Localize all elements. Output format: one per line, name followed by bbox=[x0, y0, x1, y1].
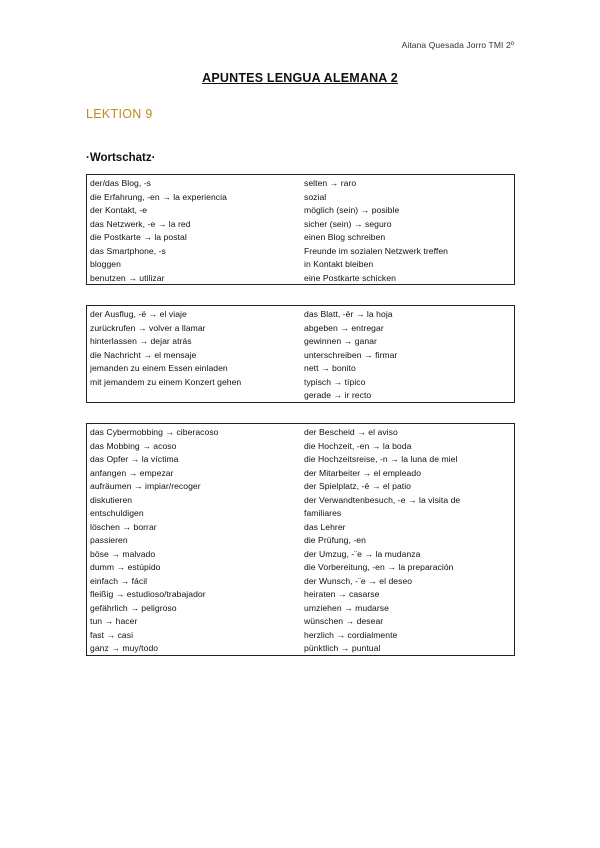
vocab-entry: möglich (sein) → posible bbox=[304, 205, 400, 215]
vocab-entry: eine Postkarte schicken bbox=[304, 272, 396, 283]
vocab-entry: einen Blog schreiben bbox=[304, 232, 386, 242]
vocab-entry: sicher (sein) → seguro bbox=[304, 218, 392, 229]
vocab-entry: der Bescheid → el aviso bbox=[304, 427, 398, 437]
vocab-entry: selten → raro bbox=[304, 178, 357, 188]
vocab-entry: dumm → estúpido bbox=[90, 562, 161, 572]
vocab-column-right bbox=[300, 426, 514, 653]
vocab-entry: unterschreiben → firmar bbox=[304, 349, 398, 360]
vocab-entry: hinterlassen → dejar atrás bbox=[90, 336, 192, 346]
vocab-entry: tun → hacer bbox=[90, 616, 138, 626]
vocab-entry: die Erfahrung, -en → la experiencia bbox=[90, 191, 227, 202]
vocab-entry: jemanden zu einem Essen einladen bbox=[90, 363, 228, 373]
vocab-entry: mit jemandem zu einem Konzert gehen bbox=[90, 376, 242, 387]
header-author: Aitana Quesada Jorro TMI 2º bbox=[401, 40, 514, 50]
vocab-entry: heiraten → casarse bbox=[304, 589, 380, 599]
vocab-entry: der Umzug, -¨e → la mudanza bbox=[304, 548, 421, 559]
vocab-entry: das Lehrer bbox=[304, 521, 346, 532]
vocab-entry: in Kontakt bleiben bbox=[304, 259, 374, 269]
vocab-entry: das Netzwerk, -e → la red bbox=[90, 218, 191, 229]
vocab-entry: gerade → ir recto bbox=[304, 390, 372, 400]
vocab-entry: pünktlich → puntual bbox=[304, 643, 381, 653]
vocab-entry: fast → casi bbox=[90, 629, 134, 640]
vocab-entry: der Wunsch, -¨e → el deseo bbox=[304, 575, 413, 586]
vocab-entry: der Verwandtenbesuch, -e → la visita de bbox=[304, 494, 461, 505]
vocab-entry: das Blatt, -ёr → la hoja bbox=[304, 309, 393, 319]
vocab-entry: die Hochzeit, -en → la boda bbox=[304, 440, 412, 451]
vocab-entry: das Mobbing → acoso bbox=[90, 440, 177, 451]
vocab-entry: bloggen bbox=[90, 259, 121, 269]
vocab-table bbox=[86, 174, 515, 285]
vocab-entry: einfach → fácil bbox=[90, 575, 148, 586]
vocab-entry: das Smartphone, -s bbox=[90, 245, 166, 256]
vocab-entry: die Postkarte → la postal bbox=[90, 232, 187, 242]
vocab-entry: das Cybermobbing → ciberacoso bbox=[90, 427, 219, 437]
vocab-entry: typisch → típico bbox=[304, 376, 366, 387]
vocab-entry: familiares bbox=[304, 508, 342, 518]
vocab-entry: umziehen → mudarse bbox=[304, 602, 389, 613]
vocab-entry: abgeben → entregar bbox=[304, 322, 384, 333]
vocab-table bbox=[86, 305, 515, 403]
vocab-column-left bbox=[87, 177, 300, 282]
vocab-entry: das Opfer → la víctima bbox=[90, 454, 179, 464]
vocab-entry: herzlich → cordialmente bbox=[304, 629, 398, 640]
vocab-entry: der Kontakt, -e bbox=[90, 205, 148, 215]
section-heading: ·Wortschatz· bbox=[86, 152, 156, 164]
vocab-entry: sozial bbox=[304, 191, 327, 202]
vocab-entry: Freunde im sozialen Netzwerk treffen bbox=[304, 245, 448, 256]
vocab-column-left bbox=[87, 308, 300, 400]
document-title: APUNTES LENGUA ALEMANA 2 bbox=[202, 71, 398, 85]
vocab-entry: der/das Blog, -s bbox=[90, 178, 151, 188]
vocab-entry: wünschen → desear bbox=[304, 616, 384, 626]
vocab-table bbox=[86, 423, 515, 656]
vocab-entry: gefährlich → peligroso bbox=[90, 602, 177, 613]
vocab-entry: fleißig → estudioso/trabajador bbox=[90, 589, 206, 599]
vocab-entry: die Vorbereitung, -en → la preparación bbox=[304, 562, 454, 572]
vocab-column-right bbox=[300, 308, 514, 400]
vocab-column-right bbox=[300, 177, 514, 282]
vocab-entry: löschen → borrar bbox=[90, 521, 157, 532]
vocab-entry: gewinnen → ganar bbox=[304, 336, 377, 346]
vocab-entry: zurückrufen → volver a llamar bbox=[90, 322, 206, 333]
vocab-entry: böse → malvado bbox=[90, 548, 156, 559]
vocab-entry: die Hochzeitsreise, -n → la luna de miel bbox=[304, 454, 458, 464]
vocab-entry: der Spielplatz, -ё → el patio bbox=[304, 481, 412, 491]
vocab-entry: benutzen → utilizar bbox=[90, 272, 165, 283]
vocab-entry: passieren bbox=[90, 535, 128, 545]
vocab-entry: nett → bonito bbox=[304, 363, 356, 373]
vocab-entry: entschuldigen bbox=[90, 508, 144, 518]
lesson-heading: LEKTION 9 bbox=[86, 107, 153, 121]
vocab-entry: diskutieren bbox=[90, 494, 133, 505]
vocab-entry: die Prüfung, -en bbox=[304, 535, 366, 545]
vocab-entry: der Mitarbeiter → el empleado bbox=[304, 467, 422, 478]
vocab-entry: ganz → muy/todo bbox=[90, 643, 159, 653]
vocab-entry: anfangen → empezar bbox=[90, 467, 174, 478]
vocab-entry: aufräumen → impiar/recoger bbox=[90, 481, 201, 491]
vocab-entry: die Nachricht → el mensaje bbox=[90, 349, 197, 360]
vocab-column-left bbox=[87, 426, 300, 653]
vocab-entry: der Ausflug, -ё → el viaje bbox=[90, 309, 187, 319]
